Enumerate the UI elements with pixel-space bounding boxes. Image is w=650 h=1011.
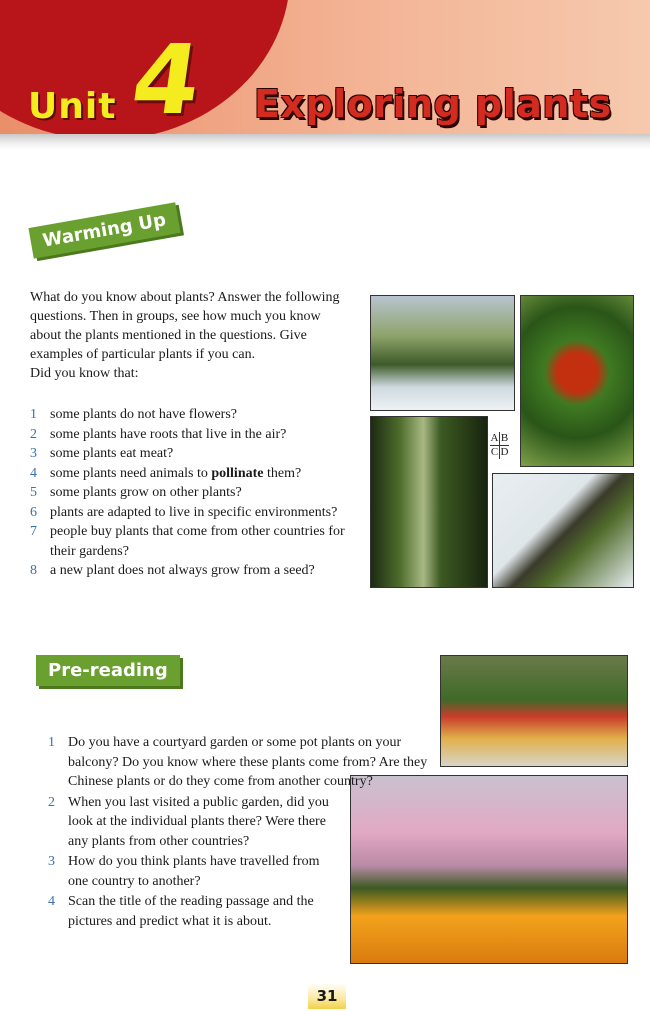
question-text-end: them?: [263, 465, 302, 481]
question-text: plants are adapted to live in specific environments?: [50, 504, 338, 520]
question-text: Do you have a courtyard garden or some pot plants on your balcony? Do you know where these plants come from? Are they Chinese plants or do they come from another country?: [68, 735, 428, 789]
question-number: 4: [30, 465, 37, 481]
question-text: some plants do not have flowers?: [50, 407, 238, 422]
pitcher-plant-photo: [520, 295, 634, 467]
photo-key-c: C: [490, 446, 499, 458]
intro-line: about the plants mentioned in the questions. Give: [30, 328, 307, 343]
page-number: 31: [308, 983, 346, 1009]
mangrove-photo: [370, 295, 515, 411]
unit-number: 4: [125, 24, 208, 136]
pre-reading-label: Pre-reading: [36, 655, 180, 686]
question-text: When you last visited a public garden, did you look at the individual plants there? Were there any plants from other countries?: [68, 794, 329, 849]
question-text: some plants have roots that live in the air?: [50, 426, 287, 442]
potted-plants-photo: [440, 655, 628, 767]
vocabulary-word: pollinate: [211, 465, 264, 481]
question-number: 5: [30, 485, 37, 500]
question-item: [48, 733, 436, 792]
unit-banner: [0, 0, 650, 150]
question-item: [30, 522, 365, 561]
question-number: 3: [30, 446, 37, 461]
question-item: [30, 561, 365, 581]
question-item: [30, 464, 365, 484]
question-number: 2: [30, 426, 37, 442]
rainforest-photo: [370, 416, 488, 588]
warming-up-questions: [30, 405, 365, 581]
question-number: 4: [48, 894, 55, 909]
question-item: [30, 425, 365, 445]
photo-key-d: D: [500, 446, 509, 458]
orchid-on-tree-photo: [492, 473, 634, 588]
question-item: [30, 483, 365, 503]
question-number: 2: [48, 794, 55, 810]
photo-key-a: A: [490, 432, 499, 444]
question-text: people buy plants that come from other countries for their gardens?: [50, 524, 345, 559]
question-item: [30, 405, 365, 425]
question-text: some plants grow on other plants?: [50, 485, 242, 500]
question-number: 7: [30, 524, 37, 539]
question-number: 1: [48, 735, 55, 750]
intro-line: What do you know about plants? Answer the following: [30, 290, 340, 305]
question-item: [30, 503, 365, 523]
intro-line: questions. Then in groups, see how much you know: [30, 309, 321, 324]
question-item: [48, 892, 338, 931]
photo-key: [490, 432, 509, 459]
question-number: 8: [30, 563, 37, 578]
question-item: [30, 444, 365, 464]
unit-title: Exploring plants: [254, 82, 612, 126]
unit-word: Unit: [28, 86, 117, 127]
question-text: How do you think plants have travelled from one country to another?: [68, 854, 320, 889]
banner-torn-edge: [0, 134, 650, 150]
question-text: some plants eat meat?: [50, 446, 174, 461]
question-number: 6: [30, 504, 37, 520]
question-text: a new plant does not always grow from a seed?: [50, 563, 315, 578]
question-text-start: some plants need animals to: [50, 465, 212, 481]
question-item: [48, 852, 338, 891]
question-text: [50, 464, 301, 484]
warming-up-label: Warming Up: [28, 202, 180, 258]
question-number: 3: [48, 854, 55, 869]
intro-line: examples of particular plants if you can.: [30, 347, 256, 362]
question-item: [48, 793, 338, 852]
question-text: Scan the title of the reading passage and the pictures and predict what it is about.: [68, 894, 314, 929]
intro-line: Did you know that:: [30, 366, 139, 381]
question-number: 1: [30, 407, 37, 422]
pre-reading-questions: [48, 733, 436, 932]
photo-key-b: B: [500, 432, 509, 444]
warming-up-intro: [30, 288, 360, 383]
